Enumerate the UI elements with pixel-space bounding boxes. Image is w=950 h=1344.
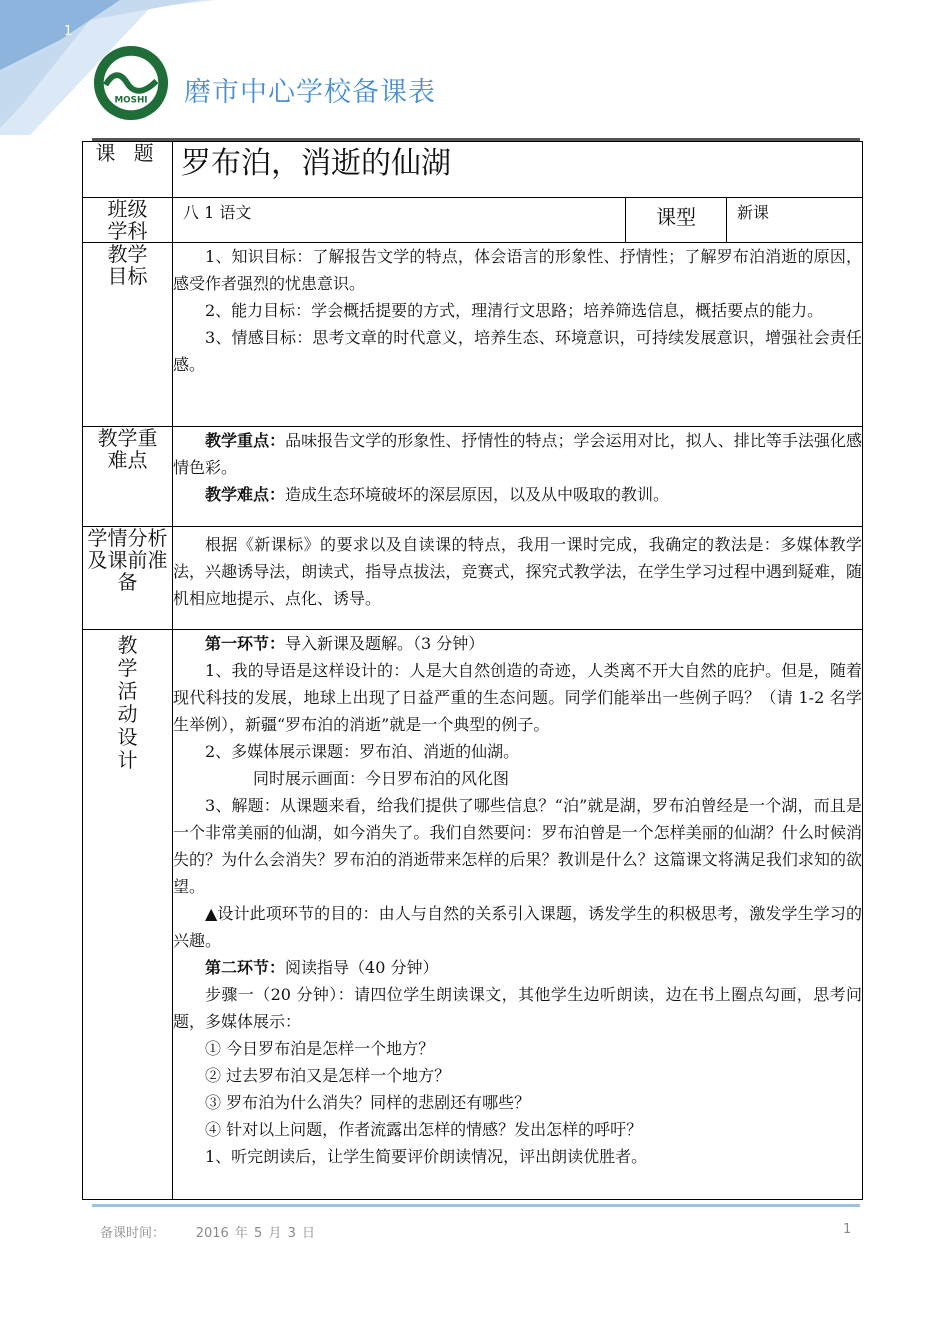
activity-para-7: 1、听完朗读后，让学生简要评价朗读情况，评出朗读优胜者。 <box>205 1147 648 1166</box>
activity-para-4: 3、解题：从课题来看，给我们提供了哪些信息？“泊”就是湖，罗布泊曾经是一个湖，而且是一个非常美丽的仙湖，如今消失了。我们自然要问：罗布泊曾是一个怎样美丽的仙湖？什么时候消失的？为什么会消失？罗布泊的消逝带来怎样的后果？教训是什么？这篇课文将满足我们求知的欲望。 <box>173 796 862 896</box>
footer-date-label: 备课时间： <box>100 1226 166 1241</box>
activity-para-3: 同时展示画面：今日罗布泊的风化图 <box>253 769 510 788</box>
label-key-points: 教学重难点 <box>97 426 158 472</box>
footer-rule <box>92 1204 860 1207</box>
footer-date-value: 2016 年 5 月 3 日 <box>195 1226 315 1241</box>
label-activity: 教学活动设计 <box>117 633 138 772</box>
section1-title: 导入新课及题解。（3 分钟） <box>285 634 485 653</box>
difficulty-text: 造成生态环境破坏的深层原因，以及从中吸取的教训。 <box>285 485 670 504</box>
goal-knowledge: 1、知识目标：了解报告文学的特点，体会语言的形象性、抒情性；了解罗布泊消逝的原因，感受作者强烈的忧患意识。 <box>173 247 862 293</box>
school-title: 磨市中心学校备课表 <box>184 77 436 108</box>
label-lesson-type: 课型 <box>656 205 696 229</box>
logo-text: MOSHI <box>114 95 148 106</box>
row-activity <box>83 630 863 1200</box>
class-value: 八 1 语文 <box>183 203 252 222</box>
activity-para-6: 步骤一（20 分钟）：请四位学生朗读课文，其他学生边听朗读，边在书上圈点勾画，思考问题，多媒体展示： <box>173 985 862 1031</box>
row-class <box>83 198 863 243</box>
difficulty-heading: 教学难点： <box>205 485 286 504</box>
lesson-title: 罗布泊，消逝的仙湖 <box>181 146 451 181</box>
question-1: ① 今日罗布泊是怎样一个地方？ <box>205 1039 435 1058</box>
row-goals <box>83 243 863 427</box>
goal-ability: 2、能力目标：学会概括提要的方式，理清行文思路；培养筛选信息，概括要点的能力。 <box>205 301 824 320</box>
row-topic <box>83 142 863 198</box>
lesson-plan-table <box>82 141 863 1200</box>
footer-page-number: 1 <box>843 1222 852 1237</box>
key-point-heading: 教学重点： <box>205 431 286 450</box>
activity-para-5: ▲设计此项环节的目的：由人与自然的关系引入课题，诱发学生的积极思考，激发学生学习的兴趣。 <box>173 904 862 950</box>
section2-heading: 第二环节： <box>205 958 286 977</box>
question-2: ② 过去罗布泊又是怎样一个地方？ <box>205 1066 451 1085</box>
header-page-number: 1 <box>64 24 73 39</box>
question-3: ③ 罗布泊为什么消失？同样的悲剧还有哪些？ <box>205 1093 531 1112</box>
label-analysis: 学情分析及课前准备 <box>87 526 168 594</box>
row-key-points <box>83 427 863 527</box>
footer-date <box>100 1222 315 1241</box>
goal-emotion: 3、情感目标：思考文章的时代意义，培养生态、环境意识，可持续发展意识，增强社会责任感。 <box>173 328 862 374</box>
school-logo <box>92 44 170 122</box>
label-topic: 课 题 <box>95 141 160 165</box>
section2-title: 阅读指导（40 分钟） <box>285 958 439 977</box>
section1-heading: 第一环节： <box>205 634 286 653</box>
label-class: 班级学科 <box>107 197 148 243</box>
activity-para-2: 2、多媒体展示课题：罗布泊、消逝的仙湖。 <box>205 742 520 761</box>
analysis-text: 根据《新课标》的要求以及自读课的特点，我用一课时完成，我确定的教法是：多媒体教学法，兴趣诱导法，朗读式，指导点拔法，竞赛式，探究式教学法，在学生学习过程中遇到疑难，随机相应地提示、点化、诱导。 <box>173 535 862 608</box>
question-4: ④ 针对以上问题，作者流露出怎样的情感？发出怎样的呼吁？ <box>205 1120 643 1139</box>
row-analysis <box>83 527 863 630</box>
lesson-type-value: 新课 <box>737 203 770 222</box>
label-goals: 教学目标 <box>107 242 148 288</box>
key-point-text: 品味报告文学的形象性、抒情性的特点；学会运用对比，拟人、排比等手法强化感情色彩。 <box>173 431 862 477</box>
activity-para-1: 1、我的导语是这样设计的：人是大自然创造的奇迹，人类离不开大自然的庇护。但是，随着现代科技的发展，地球上出现了日益严重的生态问题。同学们能举出一些例子吗？（请 1-2 名学生举例），新疆“罗布泊的消逝”就是一个典型的例子。 <box>173 661 862 734</box>
